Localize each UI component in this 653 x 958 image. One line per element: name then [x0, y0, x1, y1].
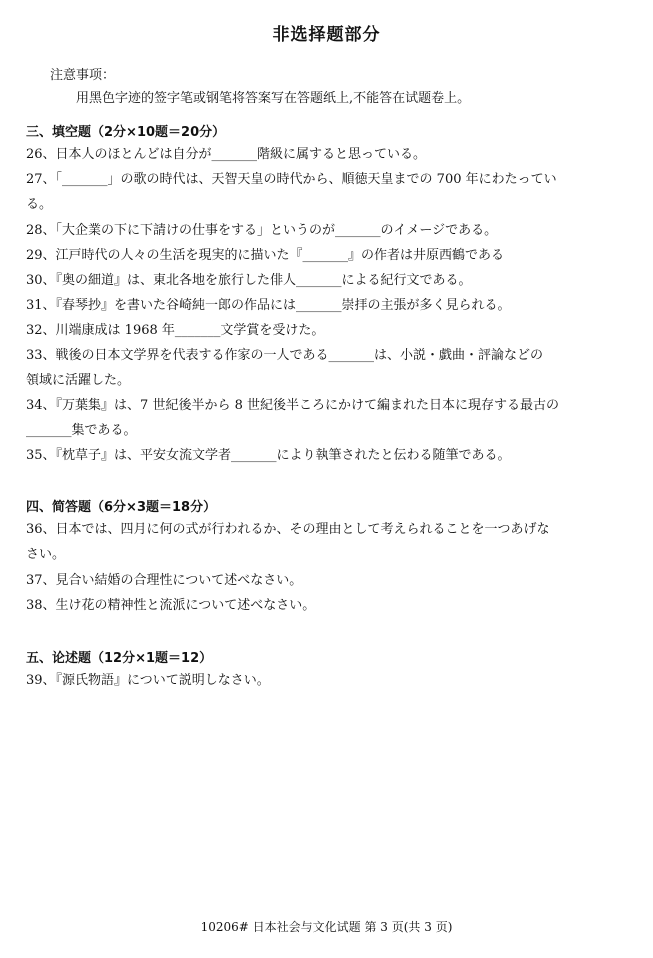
question-36: 36、日本では、四月に何の式が行われるか、その理由として考えられることを一つあげな: [26, 522, 550, 537]
page-footer: 10206# 日本社会与文化试题 第 3 页(共 3 页): [200, 920, 453, 934]
question-27: 27、「_______」の歌の時代は、天智天皇の時代から、順徳天皇までの 700 年にわたってい: [26, 172, 557, 187]
question-34-continued: _______集である。: [26, 423, 137, 438]
question-38: 38、生け花の精神性と流派について述べなさい。: [26, 598, 316, 613]
question-26: 26、日本人のほとんどは自分が_______階級に属すると思っている。: [26, 147, 427, 162]
section-short-heading: 四、简答题（6分×3题＝18分）: [26, 500, 217, 515]
section-essay-heading: 五、论述题（12分×1题＝12）: [26, 651, 213, 666]
page-title: 非选择题部分: [272, 25, 381, 45]
question-31: 31、『春琴抄』を書いた谷崎純一郎の作品には_______崇拝の主張が多く見られる。: [26, 298, 511, 313]
question-33: 33、戦後の日本文学界を代表する作家の一人である_______は、小説・戯曲・評論などの: [26, 348, 544, 363]
question-28: 28、「大企業の下に下請けの仕事をする」というのが_______のイメージである。: [26, 223, 498, 238]
question-37: 37、見合い結婚の合理性について述べなさい。: [26, 573, 303, 588]
question-34: 34、『万葉集』は、7 世紀後半から 8 世紀後半ころにかけて編まれた日本に現存する最古の: [26, 398, 559, 413]
question-35: 35、『枕草子』は、平安女流文学者_______により執筆されたと伝わる随筆である。: [26, 448, 511, 463]
notice-heading: 注意事项：: [50, 68, 116, 83]
question-30: 30、『奥の細道』は、東北各地を旅行した俳人_______による紀行文である。: [26, 273, 472, 288]
notice-text: 用黑色字迹的签字笔或钢笔将答案写在答题纸上,不能答在试题卷上。: [76, 91, 471, 106]
question-32: 32、川端康成は 1968 年_______文学賞を受けた。: [26, 323, 325, 338]
question-29: 29、江戸時代の人々の生活を現実的に描いた『_______』の作者は井原西鶴である: [26, 248, 505, 263]
question-27-continued: る。: [26, 197, 53, 212]
question-33-continued: 領域に活躍した。: [26, 373, 131, 388]
section-fill-heading: 三、填空题（2分×10题＝20分）: [26, 125, 226, 140]
question-39: 39、『源氏物語』について説明しなさい。: [26, 673, 270, 688]
question-36-continued: さい。: [26, 547, 66, 562]
